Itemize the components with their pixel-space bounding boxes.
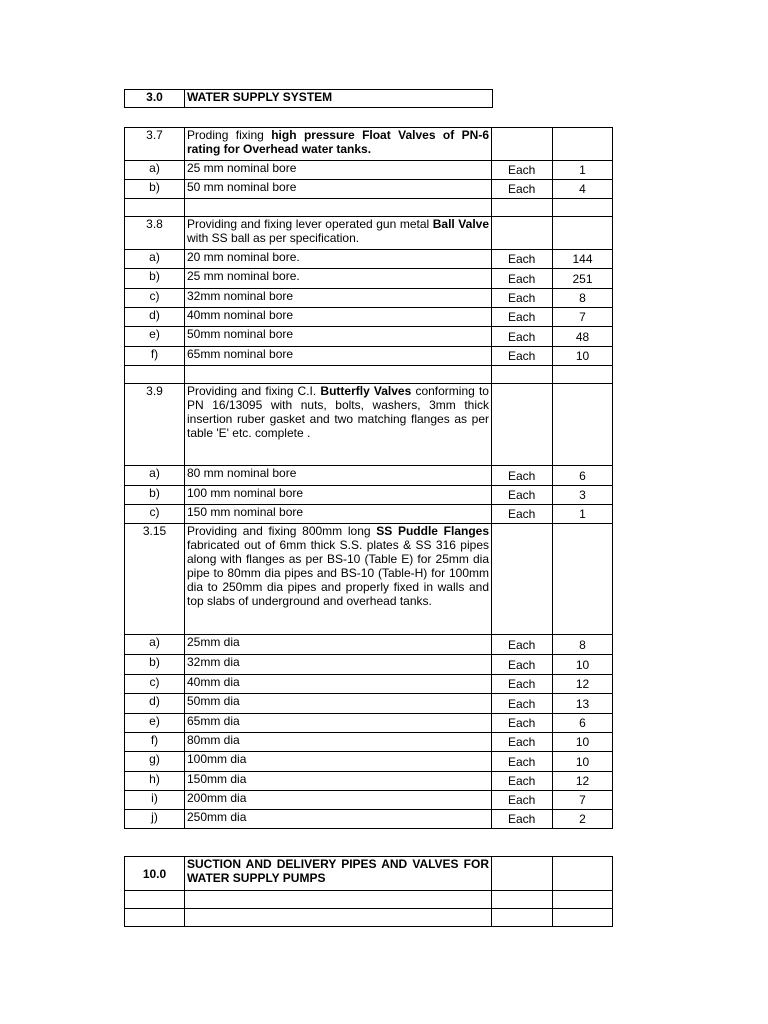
section-heading-row	[125, 524, 613, 635]
item-description: 65mm dia	[185, 714, 492, 733]
item-letter: b)	[125, 655, 185, 675]
empty-cell	[125, 891, 185, 909]
description-bold: Butterfly Valves	[320, 384, 412, 398]
footer-section-title: SUCTION AND DELIVERY PIPES AND VALVES FOR WATER SUPPLY PUMPS	[185, 857, 492, 891]
item-description: 32mm dia	[185, 655, 492, 675]
qty-cell: 3	[553, 486, 613, 505]
qty-cell: 7	[553, 791, 613, 810]
item-number: 3.9	[125, 384, 185, 466]
unit-cell: Each	[492, 714, 553, 733]
empty-cell	[553, 891, 613, 909]
table-row	[125, 791, 613, 810]
header-table	[124, 89, 493, 108]
unit-cell: Each	[492, 675, 553, 694]
item-number: 3.15	[125, 524, 185, 635]
item-description: 100 mm nominal bore	[185, 486, 492, 505]
unit-cell: Each	[492, 466, 553, 486]
item-description	[185, 217, 492, 250]
unit-cell: Each	[492, 289, 553, 308]
qty-cell: 8	[553, 289, 613, 308]
section-heading-row	[125, 217, 613, 250]
item-letter: b)	[125, 269, 185, 289]
section-heading-row	[125, 128, 613, 161]
item-description: 40mm dia	[185, 675, 492, 694]
item-letter: a)	[125, 466, 185, 486]
item-description	[185, 128, 492, 161]
table-row	[125, 327, 613, 347]
table-row	[125, 180, 613, 199]
description-pre: Proding fixing	[187, 128, 272, 142]
item-letter: a)	[125, 250, 185, 269]
qty-cell: 1	[553, 505, 613, 524]
item-letter: c)	[125, 675, 185, 694]
empty-cell	[185, 366, 492, 384]
table-row	[125, 694, 613, 714]
description-post: conforming to PN 16/13095 with nuts, bolts, washers, 3mm thick insertion ruber gasket and two matching flanges as per table 'E' etc. complete .	[187, 384, 489, 440]
item-description	[185, 384, 492, 466]
table-row	[125, 635, 613, 655]
empty-cell	[553, 199, 613, 217]
empty-cell	[185, 199, 492, 217]
item-description: 25 mm nominal bore	[185, 161, 492, 180]
item-letter: f)	[125, 347, 185, 366]
item-letter: b)	[125, 180, 185, 199]
item-letter: c)	[125, 289, 185, 308]
unit-cell: Each	[492, 655, 553, 675]
description-bold: Ball Valve	[432, 217, 489, 231]
unit-cell: Each	[492, 694, 553, 714]
spacer-row	[125, 366, 613, 384]
item-description: 200mm dia	[185, 791, 492, 810]
table-row	[125, 466, 613, 486]
table-row	[125, 810, 613, 829]
table-row	[125, 655, 613, 675]
description-bold: SS Puddle Flanges	[376, 524, 489, 538]
item-description: 250mm dia	[185, 810, 492, 829]
item-description: 80mm dia	[185, 733, 492, 752]
item-letter: a)	[125, 161, 185, 180]
qty-cell: 10	[553, 655, 613, 675]
empty-cell	[553, 366, 613, 384]
item-description: 150mm dia	[185, 772, 492, 791]
qty-cell: 2	[553, 810, 613, 829]
unit-cell: Each	[492, 161, 553, 180]
item-number: 3.8	[125, 217, 185, 250]
description-post: with SS ball as per specification.	[187, 231, 360, 245]
table-row	[125, 733, 613, 752]
unit-cell: Each	[492, 505, 553, 524]
qty-cell: 10	[553, 752, 613, 772]
empty-cell	[185, 891, 492, 909]
unit-cell: Each	[492, 752, 553, 772]
description-pre: Providing and fixing C.I.	[187, 384, 321, 398]
item-description: 25mm dia	[185, 635, 492, 655]
qty-cell: 6	[553, 714, 613, 733]
empty-cell	[492, 366, 553, 384]
qty-cell: 12	[553, 772, 613, 791]
empty-cell	[125, 909, 185, 927]
item-description: 50mm nominal bore	[185, 327, 492, 347]
item-description: 50 mm nominal bore	[185, 180, 492, 199]
qty-cell: 10	[553, 347, 613, 366]
item-description: 65mm nominal bore	[185, 347, 492, 366]
qty-cell: 4	[553, 180, 613, 199]
item-description: 25 mm nominal bore.	[185, 269, 492, 289]
section-heading-row	[125, 384, 613, 466]
unit-cell: Each	[492, 250, 553, 269]
unit-cell: Each	[492, 486, 553, 505]
qty-cell: 48	[553, 327, 613, 347]
item-description	[185, 524, 492, 635]
unit-cell: Each	[492, 791, 553, 810]
item-letter: b)	[125, 486, 185, 505]
table-row	[125, 308, 613, 327]
empty-cell	[125, 366, 185, 384]
qty-cell: 12	[553, 675, 613, 694]
item-description: 150 mm nominal bore	[185, 505, 492, 524]
table-row	[125, 714, 613, 733]
item-description: 20 mm nominal bore.	[185, 250, 492, 269]
unit-cell: Each	[492, 635, 553, 655]
unit-cell: Each	[492, 347, 553, 366]
empty-cell	[492, 199, 553, 217]
table-row	[125, 347, 613, 366]
item-letter: h)	[125, 772, 185, 791]
description-pre: Providing and fixing lever operated gun metal	[187, 217, 433, 231]
section-number: 3.0	[125, 90, 185, 108]
table-row	[125, 675, 613, 694]
table-row	[125, 752, 613, 772]
unit-cell: Each	[492, 810, 553, 829]
qty-cell: 7	[553, 308, 613, 327]
qty-cell	[553, 128, 613, 161]
unit-cell	[492, 128, 553, 161]
empty-cell	[553, 909, 613, 927]
item-letter: i)	[125, 791, 185, 810]
table-row	[125, 250, 613, 269]
main-table	[124, 127, 613, 829]
qty-cell: 8	[553, 635, 613, 655]
unit-cell: Each	[492, 327, 553, 347]
item-letter: d)	[125, 308, 185, 327]
empty-cell	[125, 199, 185, 217]
description-pre: Providing and fixing 800mm long	[187, 524, 377, 538]
description-bold: high pressure Float Valves of PN-6 rating for Overhead water tanks.	[187, 128, 490, 156]
item-description: 100mm dia	[185, 752, 492, 772]
table-row	[125, 505, 613, 524]
item-letter: e)	[125, 327, 185, 347]
qty-cell: 6	[553, 466, 613, 486]
section-title: WATER SUPPLY SYSTEM	[185, 90, 493, 108]
qty-cell	[553, 217, 613, 250]
footer-unit-cell	[492, 857, 553, 891]
item-letter: a)	[125, 635, 185, 655]
unit-cell	[492, 524, 553, 635]
qty-cell: 13	[553, 694, 613, 714]
table-row	[125, 269, 613, 289]
table-row	[125, 772, 613, 791]
spacer-row	[125, 199, 613, 217]
item-letter: f)	[125, 733, 185, 752]
unit-cell: Each	[492, 733, 553, 752]
unit-cell: Each	[492, 180, 553, 199]
table-row	[125, 161, 613, 180]
empty-cell	[185, 909, 492, 927]
item-letter: c)	[125, 505, 185, 524]
item-description: 32mm nominal bore	[185, 289, 492, 308]
qty-cell: 10	[553, 733, 613, 752]
qty-cell: 144	[553, 250, 613, 269]
item-number: 3.7	[125, 128, 185, 161]
item-letter: j)	[125, 810, 185, 829]
empty-cell	[492, 891, 553, 909]
unit-cell: Each	[492, 772, 553, 791]
item-letter: e)	[125, 714, 185, 733]
item-description: 80 mm nominal bore	[185, 466, 492, 486]
qty-cell	[553, 384, 613, 466]
item-description: 40mm nominal bore	[185, 308, 492, 327]
table-row	[125, 486, 613, 505]
qty-cell: 1	[553, 161, 613, 180]
item-letter: g)	[125, 752, 185, 772]
unit-cell	[492, 384, 553, 466]
unit-cell: Each	[492, 269, 553, 289]
footer-table	[124, 856, 613, 927]
item-description: 50mm dia	[185, 694, 492, 714]
qty-cell	[553, 524, 613, 635]
empty-cell	[492, 909, 553, 927]
footer-qty-cell	[553, 857, 613, 891]
unit-cell: Each	[492, 308, 553, 327]
item-letter: d)	[125, 694, 185, 714]
qty-cell: 251	[553, 269, 613, 289]
footer-section-number: 10.0	[125, 857, 185, 891]
table-row	[125, 289, 613, 308]
description-post: fabricated out of 6mm thick S.S. plates & SS 316 pipes along with flanges as per BS-10 (Table E) for 25mm dia pipe to 80mm dia pipes and BS-10 (Table-H) for 100mm dia to 250mm dia pipes and properly fixed in walls and top slabs of underground and overhead tanks.	[187, 538, 489, 608]
unit-cell	[492, 217, 553, 250]
